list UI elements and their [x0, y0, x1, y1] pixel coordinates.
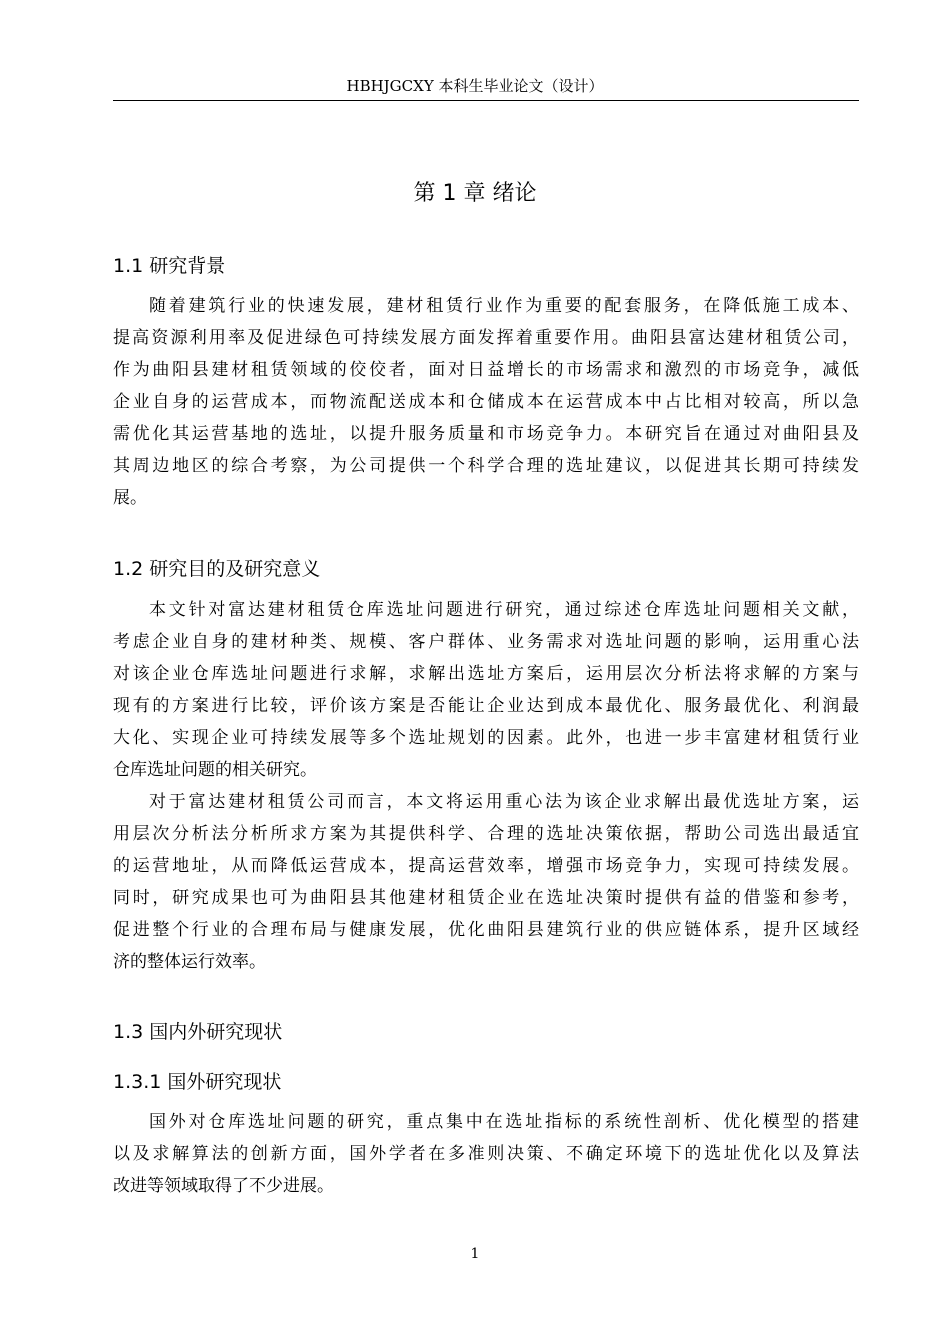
section-heading-1-2: 1.2 研究目的及研究意义: [113, 558, 321, 580]
paragraph-1-1-1: [113, 290, 859, 514]
paragraph-line: 其周边地区的综合考察，为公司提供一个科学合理的选址建议，以促进其长期可持续发: [113, 456, 859, 476]
paragraph-line: 同时，研究成果也可为曲阳县其他建材租赁企业在选址决策时提供有益的借鉴和参考，: [113, 888, 859, 908]
paragraph-line: 展。: [113, 488, 147, 508]
paragraph-line: 需优化其运营基地的选址，以提升服务质量和市场竞争力。本研究旨在通过对曲阳县及: [113, 424, 859, 444]
paragraph-line: 仓库选址问题的相关研究。: [113, 760, 317, 780]
paragraph-line: 用层次分析法分析所求方案为其提供科学、合理的选址决策依据，帮助公司选出最适宜: [113, 824, 859, 844]
paragraph-1-2-2: [113, 786, 859, 978]
paragraph-line: 对该企业仓库选址问题进行求解，求解出选址方案后，运用层次分析法将求解的方案与: [113, 664, 859, 684]
paragraph-line: 企业自身的运营成本，而物流配送成本和仓储成本在运营成本中占比相对较高，所以急: [113, 392, 859, 412]
paragraph-line: 国外对仓库选址问题的研究，重点集中在选址指标的系统性剖析、优化模型的搭建: [149, 1112, 859, 1132]
paragraph-line: 提高资源利用率及促进绿色可持续发展方面发挥着重要作用。曲阳县富达建材租赁公司，: [113, 328, 859, 348]
page-number: 1: [470, 1246, 480, 1262]
paragraph-line: 大化、实现企业可持续发展等多个选址规划的因素。此外，也进一步丰富建材租赁行业: [113, 728, 859, 748]
section-heading-1-3-1: 1.3.1 国外研究现状: [113, 1071, 282, 1093]
paragraph-line: 随着建筑行业的快速发展，建材租赁行业作为重要的配套服务，在降低施工成本、: [149, 296, 859, 316]
section-heading-1-1: 1.1 研究背景: [113, 255, 226, 277]
paragraph-line: 考虑企业自身的建材种类、规模、客户群体、业务需求对选址问题的影响，运用重心法: [113, 632, 859, 652]
paragraph-line: 的运营地址，从而降低运营成本，提高运营效率，增强市场竞争力，实现可持续发展。: [113, 856, 859, 876]
section-heading-1-3: 1.3 国内外研究现状: [113, 1021, 283, 1043]
paragraph-line: 作为曲阳县建材租赁领域的佼佼者，面对日益增长的市场需求和激烈的市场竞争，减低: [113, 360, 859, 380]
header-title: HBHJGCXY 本科生毕业论文（设计）: [346, 77, 604, 95]
paragraph-line: 现有的方案进行比较，评价该方案是否能让企业达到成本最优化、服务最优化、利润最: [113, 696, 859, 716]
paragraph-1-2-1: [113, 594, 859, 786]
chapter-title: 第 1 章 绪论: [413, 181, 537, 206]
paragraph-line: 对于富达建材租赁公司而言，本文将运用重心法为该企业求解出最优选址方案，运: [149, 792, 859, 812]
paragraph-line: 促进整个行业的合理布局与健康发展，优化曲阳县建筑行业的供应链体系，提升区域经: [113, 920, 859, 940]
paragraph-1-3-1-1: [113, 1106, 859, 1202]
paragraph-line: 以及求解算法的创新方面，国外学者在多准则决策、不确定环境下的选址优化以及算法: [113, 1144, 859, 1164]
header-rule: [113, 100, 859, 101]
paragraph-line: 济的整体运行效率。: [113, 952, 266, 972]
paragraph-line: 本文针对富达建材租赁仓库选址问题进行研究，通过综述仓库选址问题相关文献，: [149, 600, 859, 620]
paragraph-line: 改进等领域取得了不少进展。: [113, 1176, 334, 1196]
